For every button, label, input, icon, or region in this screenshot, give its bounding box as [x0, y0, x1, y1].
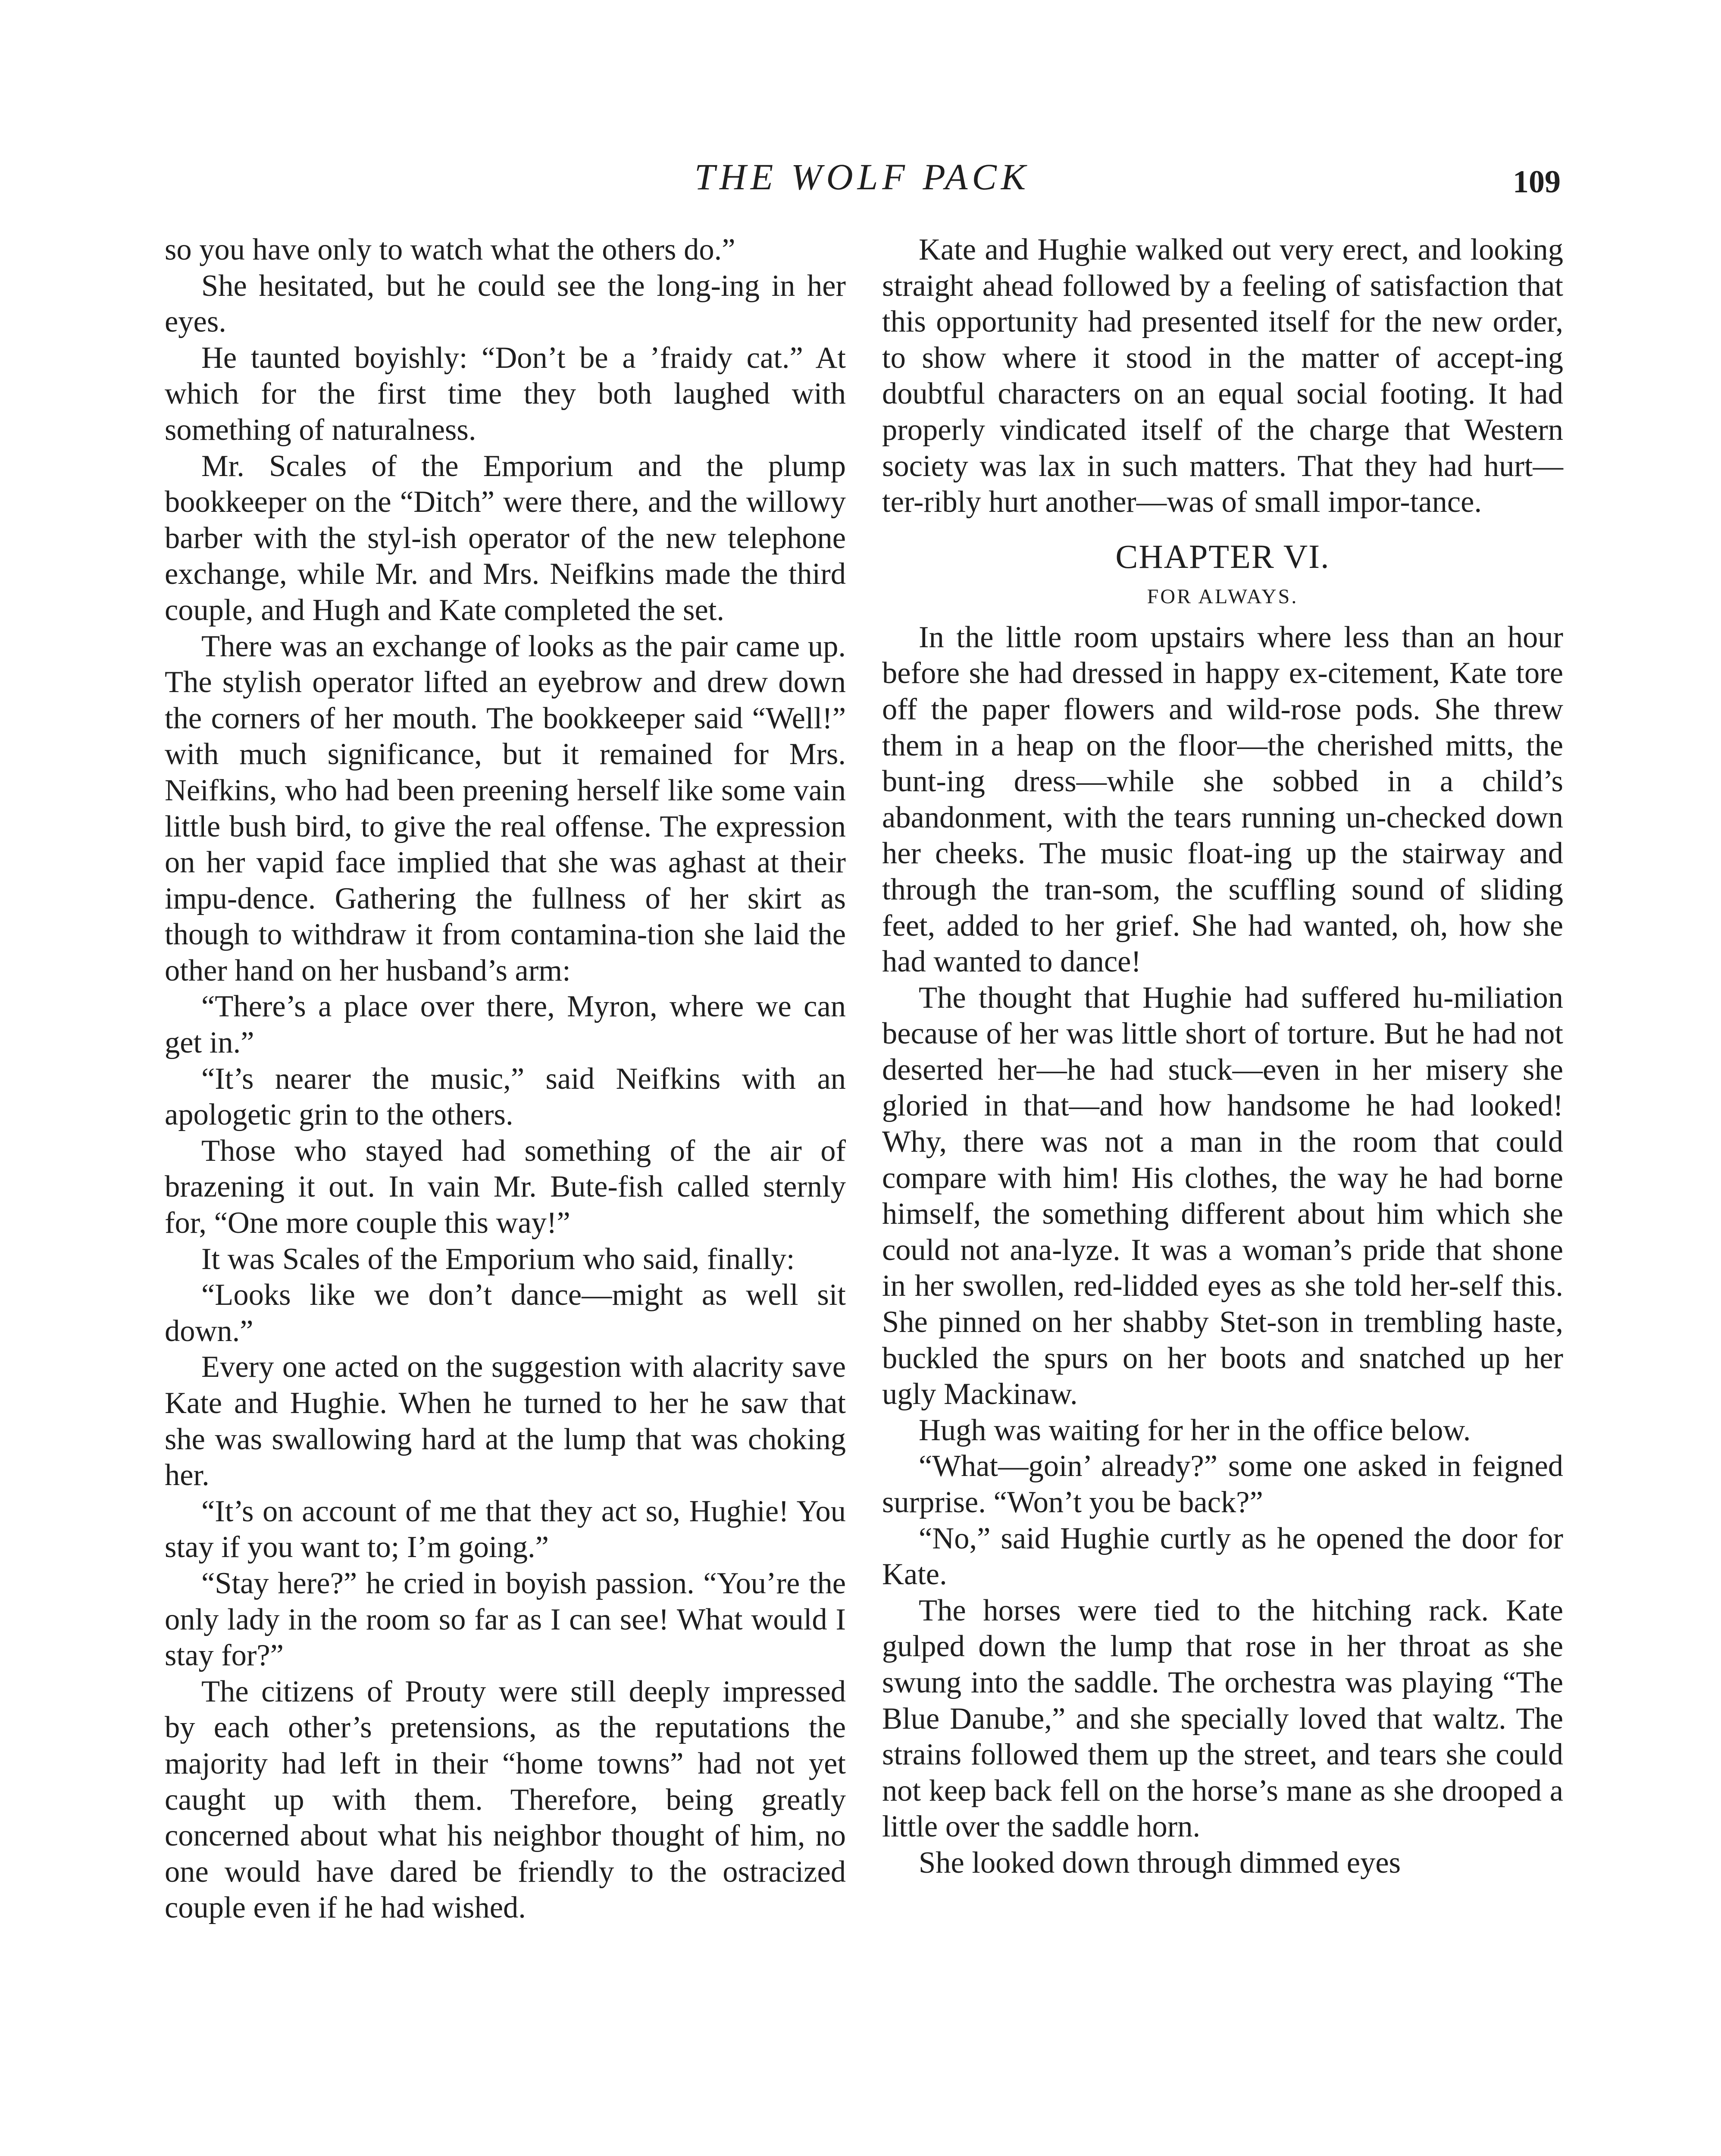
paragraph: Kate and Hughie walked out very erect, and looking straight ahead followed by a feeling of satisfaction that this opportunity had presented itself for the new order, to show where it stood in the matter of accept-ing doubtful characters on an equal social footing. It had properly vindicated itself of the charge that Western society was lax in such matters. That they had hurt—ter-ribly hurt another—was of small impor-tance.: [882, 233, 1563, 519]
page-header: [164, 153, 1561, 201]
paragraph: The horses were tied to the hitching rack. Kate gulped down the lump that rose in her throat as she swung into the saddle. The orchestra was playing “The Blue Danube,” and she specially loved that waltz. The strains followed them up the street, and tears she could not keep back fell on the horse’s mane as she drooped a little over the saddle horn.: [882, 1593, 1563, 1844]
paragraph: There was an exchange of looks as the pair came up. The stylish operator lifted an eyebrow and drew down the corners of her mouth. The bookkeeper said “Well!” with much significance, but it remained for Mrs. Neifkins, who had been preening herself like some vain little bush bird, to give the real offense. The expression on her vapid face implied that she was aghast at their impu-dence. Gathering the fullness of her skirt as though to withdraw it from contamina-tion she laid the other hand on her husband’s arm:: [165, 629, 846, 987]
paragraph: Every one acted on the suggestion with alacrity save Kate and Hughie. When he turned to her he saw that she was swallowing hard at the lump that was choking her.: [165, 1350, 846, 1492]
paragraph: The thought that Hughie had suffered hu-miliation because of her was little short of torture. But he had not deserted her—he had stuck—even in her misery she gloried in that—and how handsome he had looked! Why, there was not a man in the room that could compare with him! His clothes, the way he had borne himself, the something different about him which she could not ana-lyze. It was a woman’s pride that shone in her swollen, red-lidded eyes as she told her-self this. She pinned on her shabby Stet-son in trembling haste, buckled the spurs on her boots and snatched up her ugly Mackinaw.: [882, 981, 1563, 1411]
paragraph: “Stay here?” he cried in boyish passion. “You’re the only lady in the room so far as I can see! What would I stay for?”: [165, 1566, 846, 1673]
paragraph: Hugh was waiting for her in the office below.: [919, 1413, 1471, 1447]
chapter-subtitle: FOR ALWAYS.: [1147, 585, 1299, 608]
paragraph: “It’s nearer the music,” said Neifkins with an apologetic grin to the others.: [165, 1062, 846, 1132]
right-column: [882, 232, 1563, 1881]
left-column: [165, 232, 846, 1926]
paragraph: Mr. Scales of the Emporium and the plump bookkeeper on the “Ditch” were there, and the willowy barber with the styl-ish operator of the new telephone exchange, while Mr. and Mrs. Neifkins made the third couple, and Hugh and Kate completed the set.: [165, 449, 846, 627]
paragraph: He taunted boyishly: “Don’t be a ’fraidy cat.” At which for the first time they both laughed with something of naturalness.: [165, 341, 846, 447]
paragraph: In the little room upstairs where less than an hour before she had dressed in happy ex-citement, Kate tore off the paper flowers and wild-rose pods. She threw them in a heap on the floor—the cherished mitts, the bunt-ing dress—while she sobbed in a child’s abandonment, with the tears running un-checked down her cheeks. The music float-ing up the stairway and through the tran-som, the scuffling sound of sliding feet, added to her grief. She had wanted, oh, how she had wanted to dance!: [882, 620, 1563, 979]
paragraph: She hesitated, but he could see the long-ing in her eyes.: [165, 269, 846, 339]
paragraph: so you have only to watch what the others do.”: [165, 233, 735, 266]
chapter-title: CHAPTER VI.: [1115, 537, 1330, 575]
paragraph: She looked down through dimmed eyes: [919, 1846, 1401, 1880]
paragraph: “It’s on account of me that they act so, Hughie! You stay if you want to; I’m going.”: [165, 1494, 846, 1564]
paragraph: “There’s a place over there, Myron, where we can get in.”: [165, 990, 846, 1060]
paragraph: “No,” said Hughie curtly as he opened the door for Kate.: [882, 1521, 1563, 1592]
running-title: THE WOLF PACK: [694, 156, 1030, 197]
paragraph: The citizens of Prouty were still deeply impressed by each other’s pretensions, as the reputations the majority had left in their “home towns” had not yet caught up with them. Therefore, being greatly concerned about what his neighbor thought of him, no one would have dared be friendly to the ostracized couple even if he had wished.: [165, 1674, 846, 1925]
paragraph: Those who stayed had something of the air of brazening it out. In vain Mr. Bute-fish called sternly for, “One more couple this way!”: [165, 1134, 846, 1240]
paragraph: It was Scales of the Emporium who said, finally:: [201, 1242, 795, 1276]
page-number: 109: [1513, 164, 1561, 200]
paragraph: “Looks like we don’t dance—might as well sit down.”: [165, 1278, 846, 1348]
paragraph: “What—goin’ already?” some one asked in feigned surprise. “Won’t you be back?”: [882, 1449, 1563, 1519]
